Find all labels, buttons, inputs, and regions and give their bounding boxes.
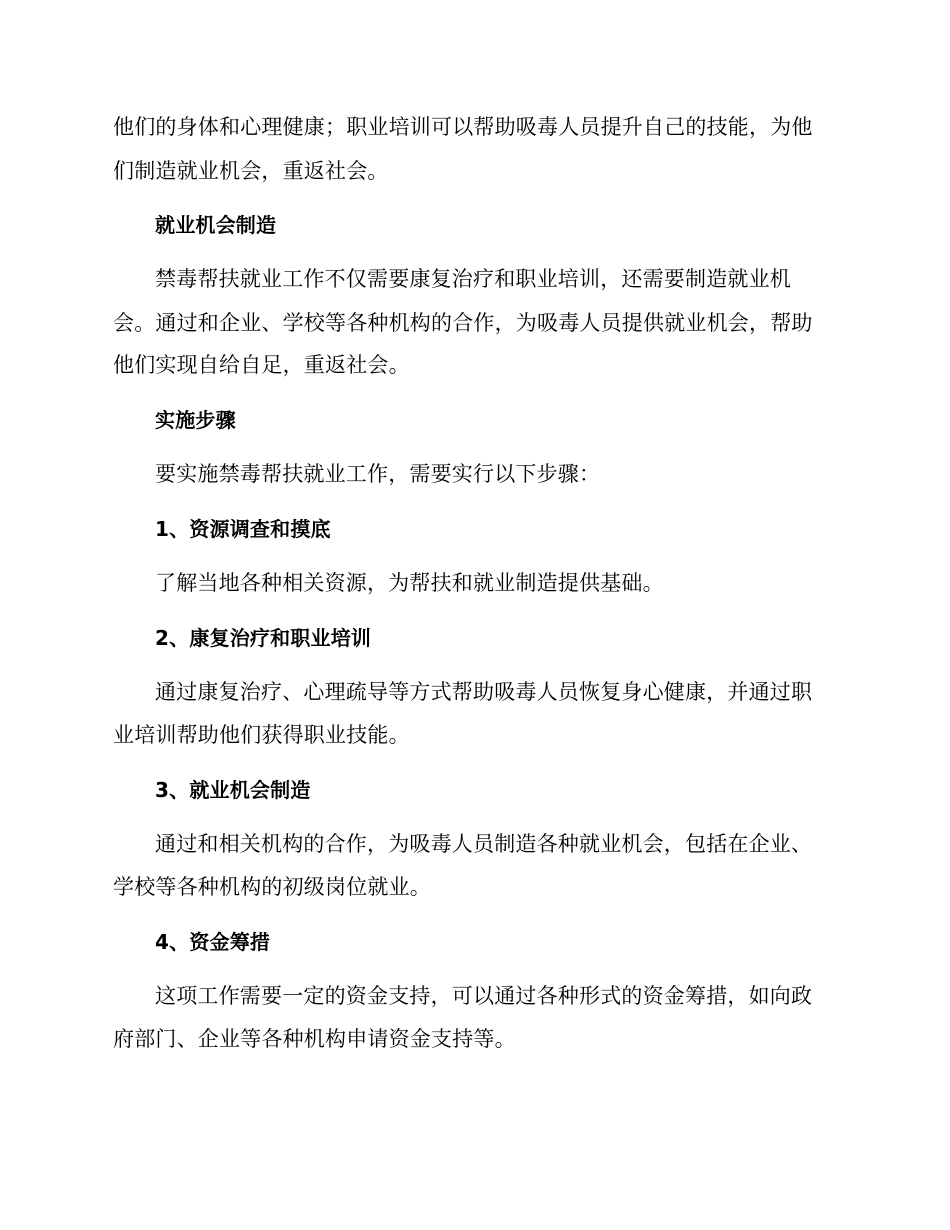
section-heading: 就业机会制造 bbox=[155, 213, 277, 237]
paragraph-line: 会。通过和企业、学校等各种机构的合作，为吸毒人员提供就业机会，帮助 bbox=[113, 311, 813, 335]
step-heading: 2、康复治疗和职业培训 bbox=[155, 626, 372, 650]
paragraph-line: 学校等各种机构的初级岗位就业。 bbox=[113, 875, 431, 899]
paragraph-line: 了解当地各种相关资源，为帮扶和就业制造提供基础。 bbox=[155, 571, 664, 595]
paragraph-line: 要实施禁毒帮扶就业工作，需要实行以下步骤： bbox=[155, 462, 601, 486]
paragraph-line: 府部门、企业等各种机构申请资金支持等。 bbox=[113, 1027, 516, 1051]
section-heading: 实施步骤 bbox=[155, 408, 236, 432]
paragraph-line: 他们的身体和心理健康；职业培训可以帮助吸毒人员提升自己的技能，为他 bbox=[113, 115, 813, 139]
step-heading: 1、资源调查和摸底 bbox=[155, 517, 331, 541]
paragraph-line: 他们实现自给自足，重返社会。 bbox=[113, 353, 410, 377]
paragraph-line: 业培训帮助他们获得职业技能。 bbox=[113, 723, 410, 747]
paragraph-line: 禁毒帮扶就业工作不仅需要康复治疗和职业培训，还需要制造就业机 bbox=[155, 267, 791, 291]
paragraph-line: 通过和相关机构的合作，为吸毒人员制造各种就业机会，包括在企业、 bbox=[155, 832, 813, 856]
step-heading: 4、资金筹措 bbox=[155, 930, 271, 954]
paragraph-line: 通过康复治疗、心理疏导等方式帮助吸毒人员恢复身心健康，并通过职 bbox=[155, 680, 813, 704]
paragraph-line: 这项工作需要一定的资金支持，可以通过各种形式的资金筹措，如向政 bbox=[155, 984, 813, 1008]
step-heading: 3、就业机会制造 bbox=[155, 778, 311, 802]
paragraph-line: 们制造就业机会，重返社会。 bbox=[113, 159, 389, 183]
